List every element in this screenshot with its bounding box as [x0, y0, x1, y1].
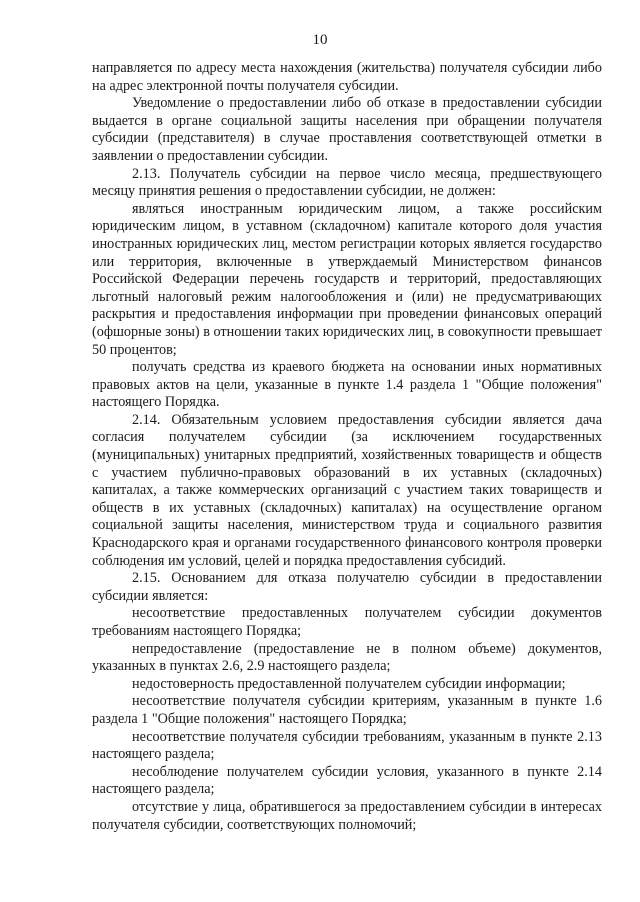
paragraph-2-15-item-3: недостоверность предоставленной получателем субсидии информации;	[132, 675, 566, 692]
page-number: 10	[312, 32, 328, 48]
paragraph-notice: Уведомление о предоставлении либо об отказе в предоставлении субсидии выдается в органе социальной защиты населения при обращении получателя субсидии (представителя) в случае проставления соответствующей отметки в заявлении о предоставлении субсидии.	[92, 95, 602, 164]
paragraph-2-13-item-2: получать средства из краевого бюджета на основании иных нормативных правовых актов на цели, указанные в пункте 1.4 раздела 1 "Общие положения" настоящего Порядка.	[92, 359, 602, 411]
paragraph-2-15: 2.15. Основанием для отказа получателю субсидии в предоставлении субсидии является:	[92, 570, 602, 604]
paragraph-continuation: направляется по адресу места нахождения (жительства) получателя субсидии либо на адрес электронной почты получателя субсидии.	[92, 60, 602, 94]
paragraph-2-15-item-6: несоблюдение получателем субсидии условия, указанного в пункте 2.14 настоящего раздела;	[92, 763, 602, 798]
paragraph-2-13-item-1: являться иностранным юридическим лицом, а также российским юридическим лицом, в уставном (складочном) капитале которого доля участия иностранных юридических лиц, местом регистрации которых является государство или территория, включенные в утверждаемый Министерством финансов Российской Федерации перечень государств и территорий, предоставляющих льготный налоговый режим налогообложения и (или) не предусматривающих раскрытия и предоставления информации при проведении финансовых операций (офшорные зоны) в отношении таких юридических лиц, в совокупности превышает 50 процентов;	[92, 200, 602, 358]
paragraph-2-15-item-5: несоответствие получателя субсидии требованиям, указанным в пункте 2.13 настоящего раздела;	[92, 728, 602, 763]
paragraph-2-15-item-2: непредоставление (предоставление не в полном объеме) документов, указанных в пунктах 2.6, 2.9 настоящего раздела;	[92, 640, 602, 675]
paragraph-2-14: 2.14. Обязательным условием предоставления субсидии является дача согласия получателем субсидии (за исключением государственных (муниципальных) унитарных предприятий, хозяйственных товариществ и обществ с участием публично-правовых образований в их уставных (складочных) капиталах, а также коммерческих организаций с участием таких товариществ и обществ в их уставных (складочных) капиталах) на осуществление органом социальной защиты населения, министерством труда и социального развития Краснодарского края и органами государственного финансового контроля проверки соблюдения им условий, целей и порядка предоставления субсидий.	[92, 411, 602, 569]
paragraph-2-13: 2.13. Получатель субсидии на первое число месяца, предшествующего месяцу принятия решения о предоставлении субсидии, не должен:	[92, 165, 602, 200]
paragraph-2-15-item-7: отсутствие у лица, обратившегося за предоставлением субсидии в интересах получателя субсидии, соответствующих полномочий;	[92, 798, 602, 833]
paragraph-2-15-item-4: несоответствие получателя субсидии критериям, указанным в пункте 1.6 раздела 1 "Общие положения" настоящего Порядка;	[92, 693, 602, 727]
paragraph-2-15-item-1: несоответствие предоставленных получателем субсидии документов требованиям настоящего Порядка;	[92, 605, 602, 639]
document-body	[92, 60, 602, 834]
